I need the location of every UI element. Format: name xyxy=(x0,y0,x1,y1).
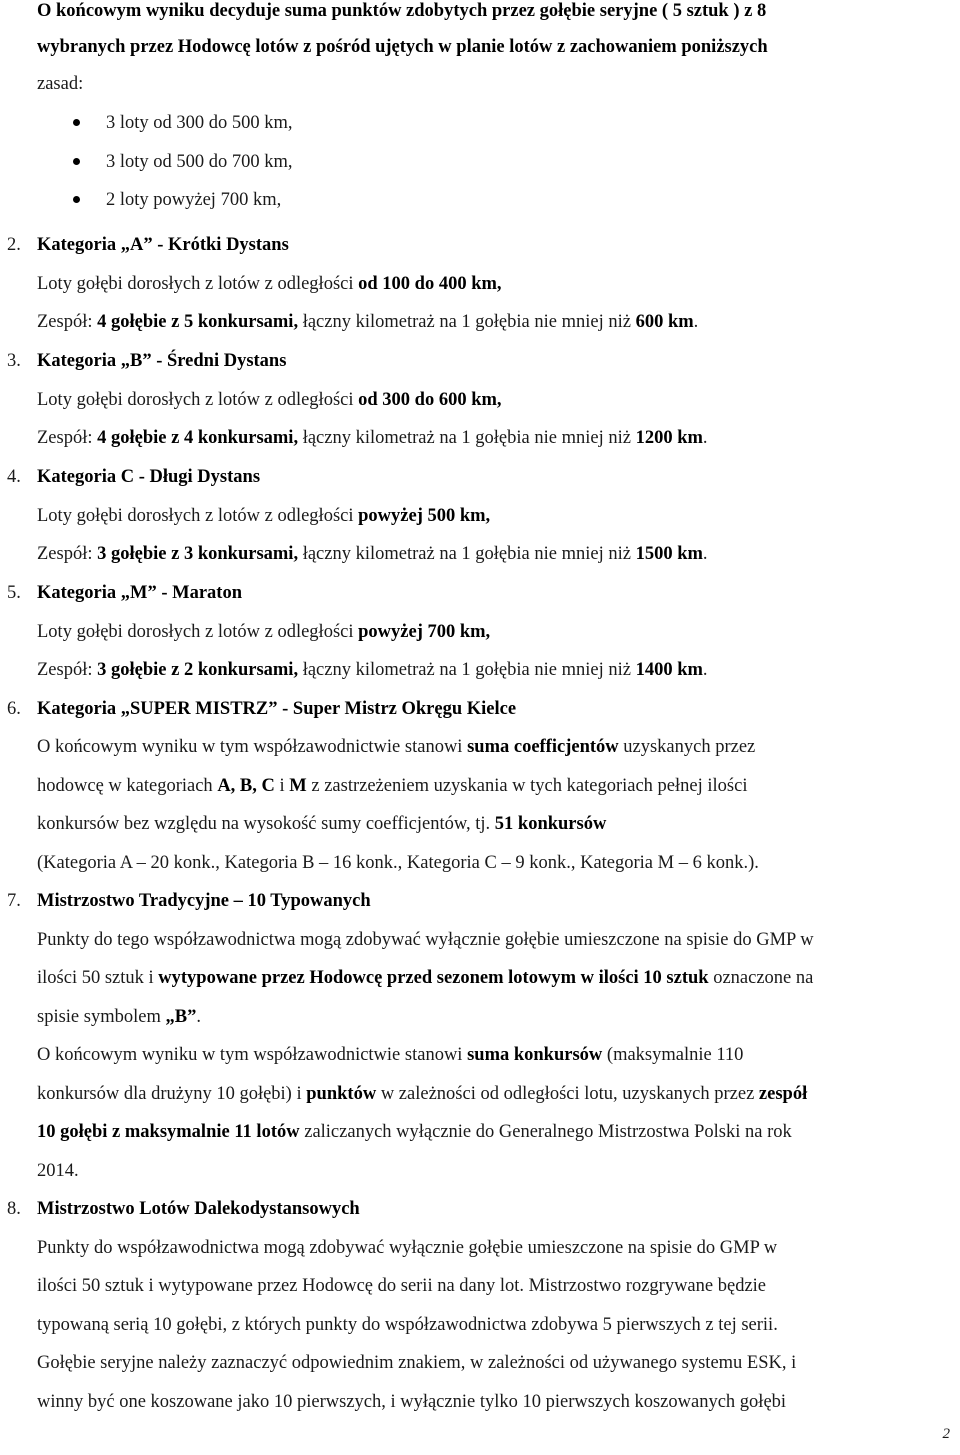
section-text: Loty gołębi dorosłych z lotów z odległości od 100 do 400 km, xyxy=(37,274,502,294)
section-title: Kategoria „A” - Krótki Dystans xyxy=(37,235,289,255)
section-text: Punkty do tego współzawodnictwa mogą zdobywać wyłącznie gołębie umieszczone na spisie do GMP w xyxy=(37,930,814,950)
bullet-item: 2 loty powyżej 700 km, xyxy=(106,190,282,210)
section-number: 8. xyxy=(7,1199,21,1219)
intro-line-1: O końcowym wyniku decyduje suma punktów zdobytych przez gołębie seryjne ( 5 sztuk ) z 8 xyxy=(37,1,767,21)
section-text: Zespół: 4 gołębie z 4 konkursami, łączny kilometraż na 1 gołębia nie mniej niż 1200 km. xyxy=(37,428,708,448)
section-title: Mistrzostwo Lotów Dalekodystansowych xyxy=(37,1199,360,1219)
section-number: 3. xyxy=(7,351,21,371)
section-text: Loty gołębi dorosłych z lotów z odległości od 300 do 600 km, xyxy=(37,390,502,410)
section-text: spisie symbolem „B”. xyxy=(37,1007,201,1027)
section-title: Kategoria C - Długi Dystans xyxy=(37,467,261,487)
section-text: winny być one koszowane jako 10 pierwszych, i wyłącznie tylko 10 pierwszych koszowanych gołębi xyxy=(37,1392,787,1412)
section-text: O końcowym wyniku w tym współzawodnictwie stanowi suma coefficjentów uzyskanych przez xyxy=(37,737,756,757)
bullet-dot xyxy=(73,196,80,203)
section-title: Kategoria „B” - Średni Dystans xyxy=(37,351,287,371)
section-title: Kategoria „M” - Maraton xyxy=(37,583,242,603)
bullet-item: 3 loty od 300 do 500 km, xyxy=(106,113,293,133)
bullet-dot xyxy=(73,158,80,165)
section-text: Loty gołębi dorosłych z lotów z odległości powyżej 700 km, xyxy=(37,622,491,642)
section-text: O końcowym wyniku w tym współzawodnictwie stanowi suma konkursów (maksymalnie 110 xyxy=(37,1045,744,1065)
intro-line-3: zasad: xyxy=(37,74,84,94)
section-text: 10 gołębi z maksymalnie 11 lotów zaliczanych wyłącznie do Generalnego Mistrzostwa Polski na rok xyxy=(37,1122,792,1142)
section-text: 2014. xyxy=(37,1161,79,1181)
section-text: ilości 50 sztuk i wytypowane przez Hodowcę przed sezonem lotowym w ilości 10 sztuk oznaczone na xyxy=(37,968,814,988)
section-text: typowaną serią 10 gołębi, z których punkty do współzawodnictwa zdobywa 5 pierwszych z tej serii. xyxy=(37,1315,778,1335)
bullet-dot xyxy=(73,119,80,126)
section-number: 2. xyxy=(7,235,21,255)
section-title: Mistrzostwo Tradycyjne – 10 Typowanych xyxy=(37,891,371,911)
section-text: Loty gołębi dorosłych z lotów z odległości powyżej 500 km, xyxy=(37,506,491,526)
page-number: 2 xyxy=(942,1426,950,1442)
section-title: Kategoria „SUPER MISTRZ” - Super Mistrz Okręgu Kielce xyxy=(37,699,517,719)
section-text: Zespół: 3 gołębie z 2 konkursami, łączny kilometraż na 1 gołębia nie mniej niż 1400 km. xyxy=(37,660,708,680)
section-text: konkursów dla drużyny 10 gołębi) i punktów w zależności od odległości lotu, uzyskanych przez zespół xyxy=(37,1084,808,1104)
intro-line-2: wybranych przez Hodowcę lotów z pośród ujętych w planie lotów z zachowaniem poniższych xyxy=(37,37,768,57)
section-number: 5. xyxy=(7,583,21,603)
section-text: Zespół: 3 gołębie z 3 konkursami, łączny kilometraż na 1 gołębia nie mniej niż 1500 km. xyxy=(37,544,708,564)
section-text: Punkty do współzawodnictwa mogą zdobywać wyłącznie gołębie umieszczone na spisie do GMP w xyxy=(37,1238,778,1258)
section-number: 6. xyxy=(7,699,21,719)
section-text: hodowcę w kategoriach A, B, C i M z zastrzeżeniem uzyskania w tych kategoriach pełnej ilości xyxy=(37,776,748,796)
section-text: konkursów bez względu na wysokość sumy coefficjentów, tj. 51 konkursów xyxy=(37,814,607,834)
section-text: (Kategoria A – 20 konk., Kategoria B – 16 konk., Kategoria C – 9 konk., Kategoria M – 6 konk.). xyxy=(37,853,759,873)
section-text: Gołębie seryjne należy zaznaczyć odpowiednim znakiem, w zależności od używanego systemu ESK, i xyxy=(37,1353,797,1373)
section-number: 7. xyxy=(7,891,21,911)
section-text: ilości 50 sztuk i wytypowane przez Hodowcę do serii na dany lot. Mistrzostwo rozgrywane będzie xyxy=(37,1276,767,1296)
bullet-item: 3 loty od 500 do 700 km, xyxy=(106,152,293,172)
section-number: 4. xyxy=(7,467,21,487)
section-text: Zespół: 4 gołębie z 5 konkursami, łączny kilometraż na 1 gołębia nie mniej niż 600 km. xyxy=(37,312,699,332)
